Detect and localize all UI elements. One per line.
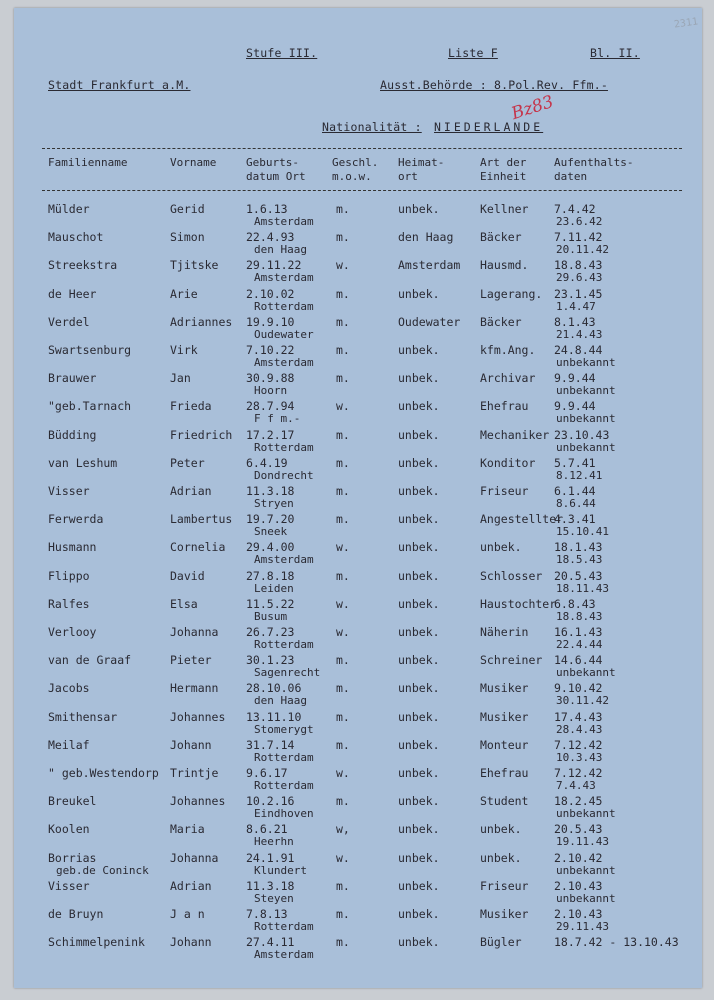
cell-familienname: de Heer — [48, 286, 97, 301]
cell-aufenthalt: 6.1.44 — [554, 484, 596, 498]
cell-aufenthalt: 18.1.43 — [554, 540, 603, 555]
cell-aufenthalt: 20.5.43 — [554, 568, 603, 583]
cell-vorname: David — [170, 568, 205, 583]
cell-geburtsdatum: 28.10.06 — [246, 681, 302, 696]
cell-geburtsort: Amsterdam — [254, 948, 314, 962]
cell-familienname: Ferwerda — [48, 512, 104, 527]
cell-geburtsort: Eindhoven — [254, 807, 314, 821]
cell-vorname: Jan — [170, 371, 191, 386]
cell-aufenthalt-end: unbekannt — [556, 356, 616, 369]
cell-familienname: Visser — [48, 484, 90, 498]
cell-geburtsort: Hoorn — [254, 384, 288, 398]
cell-heimatort: unbek. — [398, 371, 440, 386]
cell-geburtsort: Klundert — [254, 863, 307, 877]
cell-heimatort: unbek. — [398, 653, 440, 668]
table-row — [14, 343, 702, 357]
table-row — [14, 202, 702, 216]
cell-geburtsdatum: 27.4.11 — [246, 935, 295, 950]
table-row — [14, 851, 702, 865]
cell-einheit: Ehefrau — [480, 766, 529, 780]
table-row — [14, 625, 702, 639]
col-art: Art der Einheit — [480, 156, 527, 183]
cell-aufenthalt: 6.8.43 — [554, 596, 596, 611]
cell-aufenthalt: 8.1.43 — [554, 314, 596, 329]
cell-heimatort: unbek. — [398, 935, 440, 950]
blatt-label: Bl. II. — [590, 46, 640, 60]
cell-familienname: Borrias — [48, 850, 97, 865]
cell-einheit: unbek. — [480, 540, 522, 555]
cell-aufenthalt-end: 19.11.43 — [556, 835, 609, 849]
cell-familienname: de Bruyn — [48, 907, 104, 921]
cell-aufenthalt: 18.2.45 — [554, 794, 603, 809]
cell-aufenthalt-end: unbekannt — [556, 863, 616, 877]
cell-aufenthalt-end: unbekannt — [556, 384, 616, 398]
cell-geburtsdatum: 1.6.13 — [246, 202, 288, 216]
cell-geburtsort: Amsterdam — [254, 271, 314, 285]
cell-einheit: Näherin — [480, 625, 529, 639]
cell-familienname: Husmann — [48, 540, 97, 555]
cell-heimatort: unbek. — [398, 766, 440, 780]
cell-aufenthalt-end: 1.4.47 — [556, 299, 596, 313]
cell-aufenthalt-end: 15.10.41 — [556, 525, 609, 539]
cell-einheit: Student — [480, 794, 529, 809]
cell-aufenthalt: 9.9.44 — [554, 399, 596, 414]
cell-geburtsort: Rotterdam — [254, 299, 314, 313]
cell-einheit: Mechaniker — [480, 427, 550, 442]
cell-aufenthalt-end: 18.5.43 — [556, 553, 603, 567]
cell-geschlecht: w. — [336, 540, 350, 555]
cell-geschlecht: m. — [336, 878, 350, 893]
cell-vorname: Tjitske — [170, 258, 219, 273]
cell-aufenthalt-end: 30.11.42 — [556, 694, 609, 708]
table-row — [14, 597, 702, 611]
cell-geschlecht: m. — [336, 314, 350, 329]
cell-geburtsort: F f m.- — [254, 412, 301, 426]
cell-heimatort: den Haag — [398, 230, 454, 245]
cell-aufenthalt: 7.12.42 — [554, 737, 603, 752]
cell-aufenthalt-end: 8.6.44 — [556, 497, 596, 510]
cell-familienname: van Leshum — [48, 455, 118, 470]
cell-aufenthalt: 16.1.43 — [554, 625, 603, 639]
col-vorname: Vorname — [170, 156, 217, 169]
cell-heimatort: unbek. — [398, 568, 440, 583]
cell-einheit: Haustochter — [480, 596, 557, 611]
cell-heimatort: unbek. — [398, 399, 440, 414]
cell-vorname: Johann — [170, 935, 212, 950]
cell-heimatort: unbek. — [398, 709, 440, 724]
cell-einheit: unbek. — [480, 850, 522, 865]
cell-aufenthalt: 18.8.43 — [554, 258, 603, 273]
cell-vorname: Peter — [170, 455, 205, 470]
cell-geschlecht: w. — [336, 399, 350, 414]
cell-einheit: Friseur — [480, 878, 529, 893]
cell-vorname: Hermann — [170, 681, 219, 696]
cell-heimatort: unbek. — [398, 202, 440, 216]
behoerde-label: Ausst.Behörde : 8.Pol.Rev. Ffm.- — [380, 78, 608, 92]
cell-heimatort: unbek. — [398, 850, 440, 865]
cell-einheit: Schlosser — [480, 568, 543, 583]
cell-geburtsort: Steyen — [254, 891, 294, 905]
cell-geburtsort: Oudewater — [254, 327, 314, 341]
cell-aufenthalt: 5.7.41 — [554, 455, 596, 470]
cell-aufenthalt: 2.10.43 — [554, 878, 603, 893]
cell-einheit: Hausmd. — [480, 258, 529, 273]
handwritten-stamp: Bz83 — [508, 91, 557, 125]
cell-geburtsdatum: 24.1.91 — [246, 850, 295, 865]
cell-familienname: van de Graaf — [48, 653, 132, 668]
cell-einheit: Musiker — [480, 709, 529, 724]
cell-geschlecht: m. — [336, 907, 350, 921]
cell-geburtsdatum: 9.6.17 — [246, 766, 288, 780]
cell-geburtsort: Rotterdam — [254, 440, 314, 454]
cell-aufenthalt-end: 10.3.43 — [556, 750, 603, 764]
cell-geburtsdatum: 19.9.10 — [246, 314, 295, 329]
cell-geburtsort: Sagenrecht — [254, 666, 321, 680]
cell-einheit: kfm.Ang. — [480, 343, 536, 357]
cell-einheit: Schreiner — [480, 653, 543, 668]
cell-einheit: Musiker — [480, 681, 529, 696]
cell-geburtsdatum: 7.8.13 — [246, 907, 288, 921]
cell-geschlecht: m. — [336, 709, 350, 724]
cell-vorname: Johanna — [170, 625, 219, 639]
cell-aufenthalt-end: 20.11.42 — [556, 243, 609, 257]
cell-einheit: Bäcker — [480, 314, 522, 329]
cell-aufenthalt-end: 18.11.43 — [556, 581, 609, 595]
cell-familienname: Swartsenburg — [48, 343, 132, 357]
cell-einheit: unbek. — [480, 822, 522, 837]
table-row — [14, 710, 702, 724]
cell-geborene: geb.de Coninck — [56, 863, 149, 877]
cell-geburtsdatum: 10.2.16 — [246, 794, 295, 809]
cell-geburtsdatum: 19.7.20 — [246, 512, 295, 527]
table-row — [14, 258, 702, 272]
cell-geschlecht: m. — [336, 427, 350, 442]
cell-heimatort: unbek. — [398, 794, 440, 809]
cell-vorname: Johanna — [170, 850, 219, 865]
cell-heimatort: unbek. — [398, 484, 440, 498]
cell-geburtsdatum: 27.8.18 — [246, 568, 295, 583]
cell-heimatort: Oudewater — [398, 314, 461, 329]
table-row — [14, 879, 702, 893]
cell-heimatort: unbek. — [398, 822, 440, 837]
cell-geschlecht: m. — [336, 653, 350, 668]
cell-geburtsort: Rotterdam — [254, 638, 314, 651]
cell-vorname: Friedrich — [170, 427, 233, 442]
cell-einheit: Monteur — [480, 737, 529, 752]
cell-geschlecht: m. — [336, 681, 350, 696]
cell-familienname: Visser — [48, 878, 90, 893]
cell-vorname: Adrian — [170, 878, 212, 893]
corner-number: 2311 — [673, 16, 699, 31]
cell-aufenthalt-end: unbekannt — [556, 891, 616, 905]
cell-vorname: Elsa — [170, 596, 198, 611]
cell-geburtsdatum: 26.7.23 — [246, 625, 295, 639]
cell-geschlecht: w, — [336, 822, 350, 837]
cell-familienname: Mülder — [48, 202, 90, 216]
liste-label: Liste F — [448, 46, 498, 60]
cell-geschlecht: m. — [336, 568, 350, 583]
cell-heimatort: unbek. — [398, 455, 440, 470]
table-row — [14, 569, 702, 583]
table-row — [14, 738, 702, 752]
cell-aufenthalt-end: 8.12.41 — [556, 468, 603, 482]
cell-heimatort: unbek. — [398, 512, 440, 527]
cell-vorname: Maria — [170, 822, 205, 837]
cell-geburtsort: Heerhn — [254, 835, 294, 849]
cell-geburtsdatum: 22.4.93 — [246, 230, 295, 245]
cell-aufenthalt-end: 18.8.43 — [556, 609, 603, 623]
table-row — [14, 512, 702, 526]
cell-familienname: Verlooy — [48, 625, 97, 639]
cell-vorname: Johann — [170, 737, 212, 752]
cell-aufenthalt: 7.11.42 — [554, 230, 603, 245]
cell-einheit: Angestellter — [480, 512, 564, 527]
cell-geburtsort: Rotterdam — [254, 920, 314, 933]
cell-aufenthalt-end: unbekannt — [556, 412, 616, 426]
cell-aufenthalt: 7.12.42 — [554, 766, 603, 780]
cell-aufenthalt-end: 7.4.43 — [556, 779, 596, 792]
cell-geburtsort: Amsterdam — [254, 356, 314, 369]
header-divider-top — [42, 148, 682, 149]
cell-heimatort: unbek. — [398, 907, 440, 921]
table-row — [14, 371, 702, 385]
cell-geburtsort: Stomerygt — [254, 722, 314, 736]
cell-familienname: Ralfes — [48, 596, 90, 611]
table-row — [14, 315, 702, 329]
cell-familienname: Mauschot — [48, 230, 104, 245]
cell-aufenthalt-end: 29.11.43 — [556, 920, 609, 933]
cell-geschlecht: m. — [336, 230, 350, 245]
cell-vorname: Lambertus — [170, 512, 233, 527]
cell-geburtsdatum: 28.7.94 — [246, 399, 295, 414]
cell-aufenthalt: 23.1.45 — [554, 286, 603, 301]
cell-vorname: Virk — [170, 343, 198, 357]
cell-geburtsdatum: 13.11.10 — [246, 709, 302, 724]
cell-heimatort: unbek. — [398, 625, 440, 639]
cell-vorname: Frieda — [170, 399, 212, 414]
cell-familienname: Jacobs — [48, 681, 90, 696]
cell-geburtsdatum: 11.3.18 — [246, 878, 295, 893]
cell-geschlecht: m. — [336, 202, 350, 216]
cell-familienname: Flippo — [48, 568, 90, 583]
cell-geschlecht: m. — [336, 484, 350, 498]
cell-geburtsort: Amsterdam — [254, 553, 314, 567]
cell-heimatort: unbek. — [398, 681, 440, 696]
cell-einheit: Musiker — [480, 907, 529, 921]
cell-familienname: " geb.Westendorp — [48, 766, 159, 780]
cell-aufenthalt: 23.10.43 — [554, 427, 610, 442]
cell-geburtsdatum: 29.4.00 — [246, 540, 295, 555]
cell-geburtsort: Amsterdam — [254, 215, 314, 228]
cell-geburtsdatum: 6.4.19 — [246, 455, 288, 470]
cell-geburtsort: Rotterdam — [254, 750, 314, 764]
table-row — [14, 766, 702, 780]
cell-familienname: "geb.Tarnach — [48, 399, 132, 414]
cell-geburtsdatum: 17.2.17 — [246, 427, 295, 442]
cell-vorname: Gerid — [170, 202, 205, 216]
cell-geschlecht: m. — [336, 512, 350, 527]
cell-geburtsort: den Haag — [254, 694, 307, 708]
cell-heimatort: unbek. — [398, 878, 440, 893]
cell-vorname: Pieter — [170, 653, 212, 668]
cell-aufenthalt: 9.9.44 — [554, 371, 596, 386]
cell-geburtsdatum: 30.1.23 — [246, 653, 295, 668]
cell-einheit: Friseur — [480, 484, 529, 498]
cell-vorname: Trintje — [170, 766, 219, 780]
cell-familienname: Brauwer — [48, 371, 97, 386]
cell-geburtsort: den Haag — [254, 243, 307, 257]
table-row — [14, 540, 702, 554]
table-row — [14, 428, 702, 442]
cell-geschlecht: m. — [336, 455, 350, 470]
cell-geburtsort: Leiden — [254, 581, 294, 595]
cell-einheit: Kellner — [480, 202, 529, 216]
cell-geschlecht: w. — [336, 258, 350, 273]
cell-geschlecht: w. — [336, 625, 350, 639]
cell-heimatort: unbek. — [398, 427, 440, 442]
cell-aufenthalt-end: 22.4.44 — [556, 638, 603, 651]
cell-geburtsort: Sneek — [254, 525, 288, 539]
cell-geschlecht: w. — [336, 596, 350, 611]
cell-familienname: Schimmelpenink — [48, 935, 145, 950]
table-row — [14, 456, 702, 470]
cell-geburtsdatum: 11.5.22 — [246, 596, 295, 611]
col-aufenthalt: Aufenthalts- daten — [554, 156, 634, 183]
cell-geburtsdatum: 31.7.14 — [246, 737, 295, 752]
cell-familienname: Meilaf — [48, 737, 90, 752]
col-geschl: Geschl. m.o.w. — [332, 156, 379, 183]
col-heimat: Heimat- ort — [398, 156, 445, 183]
cell-familienname: Büdding — [48, 427, 97, 442]
table-row — [14, 653, 702, 667]
cell-geburtsdatum: 7.10.22 — [246, 343, 295, 357]
cell-heimatort: unbek. — [398, 596, 440, 611]
cell-einheit: Lagerang. — [480, 286, 543, 301]
cell-vorname: Simon — [170, 230, 205, 245]
table-row — [14, 794, 702, 808]
cell-geburtsort: Rotterdam — [254, 779, 314, 792]
cell-heimatort: unbek. — [398, 737, 440, 752]
col-geburts: Geburts- datum Ort — [246, 156, 306, 183]
stadt-label: Stadt Frankfurt a.M. — [48, 78, 191, 92]
cell-vorname: Adrian — [170, 484, 212, 498]
cell-heimatort: unbek. — [398, 540, 440, 555]
cell-geschlecht: m. — [336, 737, 350, 752]
cell-aufenthalt: 9.10.42 — [554, 681, 603, 696]
cell-familienname: Smithensar — [48, 709, 118, 724]
cell-geburtsort: Stryen — [254, 497, 294, 510]
cell-geburtsdatum: 11.3.18 — [246, 484, 295, 498]
cell-aufenthalt-end: 28.4.43 — [556, 722, 603, 736]
cell-aufenthalt: 20.5.43 — [554, 822, 603, 837]
cell-heimatort: Amsterdam — [398, 258, 461, 273]
cell-vorname: Johannes — [170, 709, 226, 724]
document-page — [14, 8, 702, 988]
cell-aufenthalt-end: 29.6.43 — [556, 271, 603, 285]
cell-geschlecht: m. — [336, 935, 350, 950]
cell-familienname: Verdel — [48, 314, 90, 329]
nationalitaet-value: NIEDERLANDE — [434, 120, 544, 134]
cell-aufenthalt: 4.3.41 — [554, 512, 596, 527]
cell-einheit: Archivar — [480, 371, 536, 386]
cell-familienname: Breukel — [48, 794, 97, 809]
cell-vorname: Arie — [170, 286, 198, 301]
cell-geschlecht: m. — [336, 343, 350, 357]
cell-aufenthalt-end: 23.6.42 — [556, 215, 603, 228]
table-row — [14, 822, 702, 836]
cell-geschlecht: m. — [336, 286, 350, 301]
cell-aufenthalt-end: unbekannt — [556, 440, 616, 454]
cell-aufenthalt: 2.10.43 — [554, 907, 603, 921]
cell-einheit: Konditor — [480, 455, 536, 470]
cell-geschlecht: w. — [336, 766, 350, 780]
cell-geburtsdatum: 29.11.22 — [246, 258, 302, 273]
table-row — [14, 935, 702, 949]
cell-aufenthalt: 24.8.44 — [554, 343, 603, 357]
cell-geburtsort: Busum — [254, 609, 288, 623]
table-row — [14, 287, 702, 301]
table-row — [14, 399, 702, 413]
cell-aufenthalt-end: unbekannt — [556, 666, 616, 680]
cell-geburtsdatum: 2.10.02 — [246, 286, 295, 301]
cell-vorname: J a n — [170, 907, 205, 921]
cell-aufenthalt: 2.10.42 — [554, 850, 603, 865]
cell-heimatort: unbek. — [398, 343, 440, 357]
cell-einheit: Bäcker — [480, 230, 522, 245]
cell-aufenthalt: 18.7.42 - 13.10.43 — [554, 935, 679, 950]
cell-aufenthalt: 17.4.43 — [554, 709, 603, 724]
stufe-label: Stufe III. — [246, 46, 318, 60]
cell-familienname: Streekstra — [48, 258, 118, 273]
table-row — [14, 484, 702, 498]
table-row — [14, 681, 702, 695]
cell-familienname: Koolen — [48, 822, 90, 837]
cell-geschlecht: w. — [336, 850, 350, 865]
cell-geschlecht: m. — [336, 794, 350, 809]
cell-aufenthalt-end: 21.4.43 — [556, 327, 603, 341]
cell-geburtsort: Dondrecht — [254, 468, 314, 482]
cell-geschlecht: m. — [336, 371, 350, 386]
col-familienname: Familienname — [48, 156, 128, 169]
cell-einheit: Ehefrau — [480, 399, 529, 414]
cell-geburtsdatum: 30.9.88 — [246, 371, 295, 386]
cell-aufenthalt: 14.6.44 — [554, 653, 603, 668]
header-divider-bottom — [42, 190, 682, 191]
table-row — [14, 907, 702, 921]
cell-vorname: Adriannes — [170, 314, 233, 329]
cell-heimatort: unbek. — [398, 286, 440, 301]
table-row — [14, 230, 702, 244]
cell-aufenthalt: 7.4.42 — [554, 202, 596, 216]
nationalitaet-label: Nationalität : — [322, 120, 422, 134]
cell-aufenthalt-end: unbekannt — [556, 807, 616, 821]
cell-geburtsdatum: 8.6.21 — [246, 822, 288, 837]
cell-einheit: Bügler — [480, 935, 522, 950]
cell-vorname: Johannes — [170, 794, 226, 809]
cell-vorname: Cornelia — [170, 540, 226, 555]
